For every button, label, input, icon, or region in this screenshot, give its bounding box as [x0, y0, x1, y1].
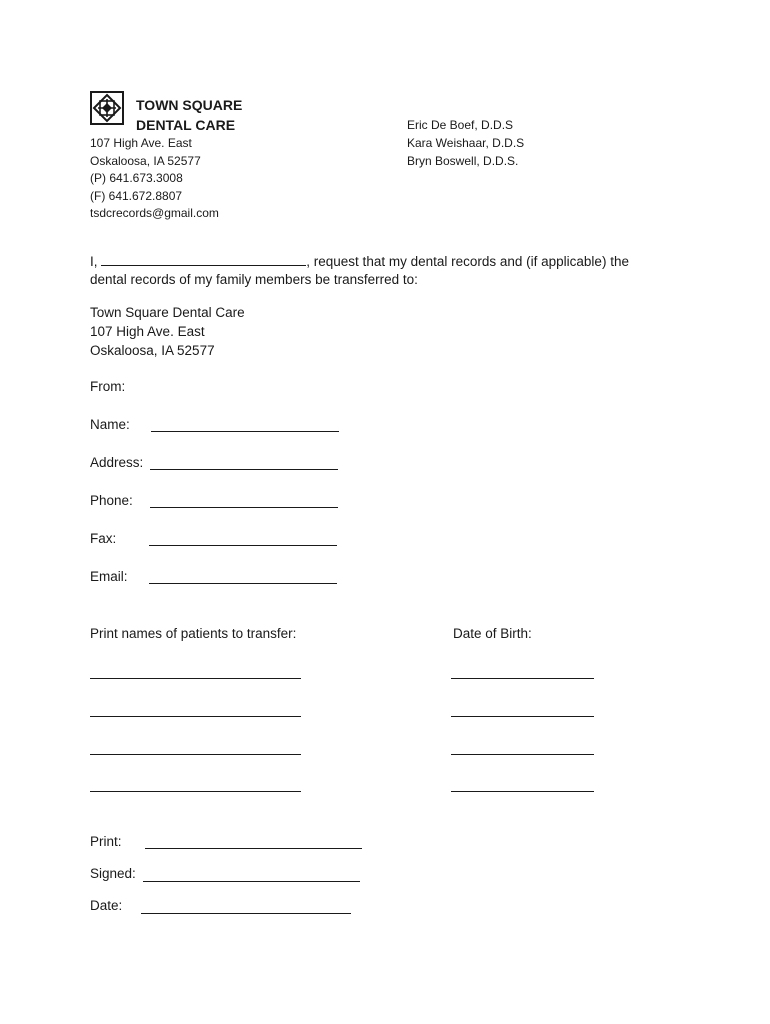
clinic-address-line2: Oskaloosa, IA 52577 [90, 153, 201, 168]
patient-name-field[interactable] [90, 791, 301, 792]
from-fax-field[interactable] [149, 545, 337, 546]
email-label: Email: [90, 569, 128, 584]
clinic-fax: (F) 641.672.8807 [90, 188, 183, 203]
from-phone-field[interactable] [150, 507, 338, 508]
signed-label: Signed: [90, 866, 136, 881]
clinic-contact-info [90, 135, 219, 223]
clinic-name-line2: DENTAL CARE [136, 117, 236, 133]
address-label: Address: [90, 455, 144, 470]
request-line2: dental records of my family members be transferred to: [90, 272, 418, 287]
patient-dob-field[interactable] [451, 754, 594, 755]
destination-name: Town Square Dental Care [90, 305, 245, 320]
from-name-field[interactable] [151, 431, 339, 432]
destination-address-line2: Oskaloosa, IA 52577 [90, 343, 215, 358]
from-heading: From: [90, 379, 126, 394]
requester-name-field[interactable] [101, 253, 306, 266]
doctor-name: Eric De Boef, D.D.S [407, 118, 514, 132]
from-email-field[interactable] [149, 583, 337, 584]
print-label: Print: [90, 834, 122, 849]
clinic-name [136, 95, 242, 135]
clinic-email: tsdcrecords@gmail.com [90, 206, 219, 220]
doctors-list [407, 116, 524, 170]
date-of-birth-heading: Date of Birth: [453, 626, 532, 641]
doctor-name: Bryn Boswell, D.D.S. [407, 154, 519, 168]
patient-name-field[interactable] [90, 716, 301, 717]
clinic-phone: (P) 641.673.3008 [90, 171, 183, 185]
clinic-address-line1: 107 High Ave. East [90, 136, 192, 150]
signature-field[interactable] [143, 881, 360, 882]
patient-dob-field[interactable] [451, 716, 594, 717]
request-statement [90, 253, 629, 289]
from-address-field[interactable] [150, 469, 338, 470]
destination-address [90, 303, 245, 360]
fax-label: Fax: [90, 531, 117, 546]
name-label: Name: [90, 417, 130, 432]
patient-dob-field[interactable] [451, 678, 594, 679]
request-prefix: I, [90, 254, 98, 269]
print-name-field[interactable] [145, 848, 362, 849]
patient-names-heading: Print names of patients to transfer: [90, 626, 297, 641]
request-suffix: , request that my dental records and (if applicable) the [306, 254, 629, 269]
date-label: Date: [90, 898, 123, 913]
patient-dob-field[interactable] [451, 791, 594, 792]
patient-name-field[interactable] [90, 678, 301, 679]
patient-name-field[interactable] [90, 754, 301, 755]
doctor-name: Kara Weishaar, D.D.S [407, 136, 525, 150]
clinic-name-line1: TOWN SQUARE [136, 97, 243, 113]
destination-address-line1: 107 High Ave. East [90, 324, 205, 339]
tooth-grid-logo-icon [90, 91, 124, 125]
phone-label: Phone: [90, 493, 133, 508]
date-field[interactable] [141, 913, 351, 914]
